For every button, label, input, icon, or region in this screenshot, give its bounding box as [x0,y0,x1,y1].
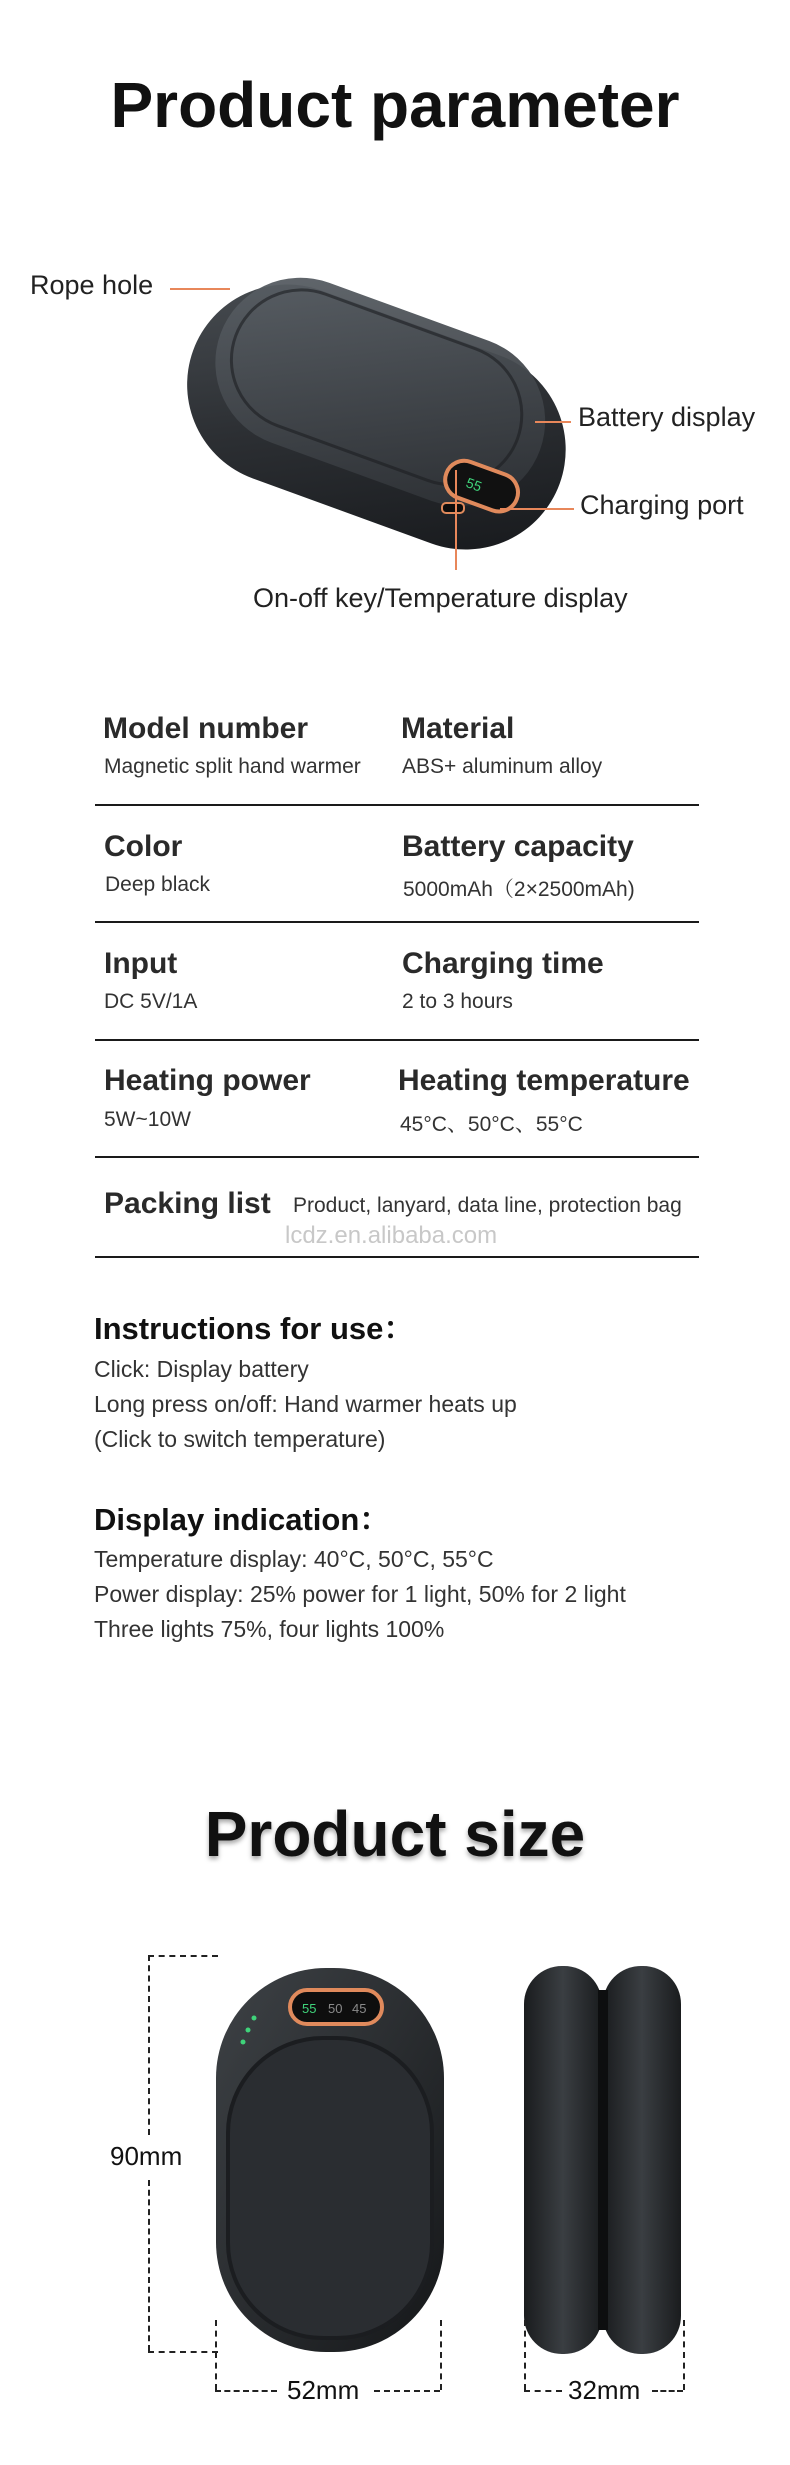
hand-warmer-side-image [520,1960,685,2360]
callout-onoff-key: On-off key/Temperature display [253,583,628,613]
spec-value: 2 to 3 hours [402,990,513,1013]
spec-label: Input [104,947,178,980]
dimension-width-label: 52mm [287,2375,360,2405]
dimension-line [148,1955,150,2135]
dimension-line [215,2390,277,2392]
spec-label: Model number [103,712,309,745]
screen-reading: 45 [352,2001,367,2016]
callout-leader [455,470,457,570]
dimension-line [524,2390,562,2392]
callout-leader [500,508,574,510]
spec-value: 5W~10W [104,1108,191,1131]
table-divider [95,1156,699,1158]
callout-leader [535,421,571,423]
instruction-line: Long press on/off: Hand warmer heats up [94,1391,517,1417]
spec-label: Heating temperature [398,1064,690,1097]
spec-label: Charging time [402,947,604,980]
spec-value: DC 5V/1A [104,990,198,1013]
dimension-line [374,2390,440,2392]
dimension-line [215,2320,217,2390]
spec-value: ABS+ aluminum alloy [402,755,603,778]
callout-rope-hole: Rope hole [30,270,154,300]
spec-value: Deep black [105,873,211,896]
spec-label: Battery capacity [402,830,634,863]
dimension-line [148,1955,218,1957]
table-divider [95,804,699,806]
screen-reading: 50 [328,2001,343,2016]
packing-label: Packing list [104,1187,271,1220]
dimension-line [440,2320,442,2390]
table-divider [95,921,699,923]
hand-warmer-angled-image [160,255,580,585]
size-title: Product size [204,1798,586,1870]
packing-value: Product, lanyard, data line, protection bag [293,1194,682,1217]
instructions-title: Instructions for use： [94,1311,415,1346]
dimension-line [524,2320,526,2390]
dimension-depth-label: 32mm [568,2375,641,2405]
display-indication-line: Temperature display: 40°C, 50°C, 55°C [94,1546,494,1572]
callout-leader [170,288,230,290]
spec-label: Material [401,712,515,745]
dimension-line [683,2320,685,2390]
screen-reading: 55 [302,2001,317,2016]
spec-value: 45°C、50°C、55°C [400,1113,583,1136]
spec-label: Color [104,830,183,863]
display-indication-line: Power display: 25% power for 1 light, 50% for 2 light [94,1581,626,1607]
hand-warmer-front-image [210,1960,450,2360]
callout-battery-display: Battery display [578,402,756,432]
parameter-title: Product parameter [110,69,680,141]
dimension-line [652,2390,683,2392]
dimension-height-label: 90mm [110,2141,183,2171]
instruction-line: (Click to switch temperature) [94,1426,386,1452]
spec-value: 5000mAh（2×2500mAh) [403,878,635,901]
display-indication-title: Display indication： [94,1502,391,1537]
callout-charging-port: Charging port [580,490,744,520]
watermark: lcdz.en.alibaba.com [285,1222,498,1249]
instruction-line: Click: Display battery [94,1356,309,1382]
table-divider [95,1256,699,1258]
svg-text:55: 55 [463,474,485,495]
spec-value: Magnetic split hand warmer [104,755,361,778]
spec-label: Heating power [104,1064,311,1097]
table-divider [95,1039,699,1041]
display-indication-line: Three lights 75%, four lights 100% [94,1616,445,1642]
dimension-line [148,2180,150,2351]
dimension-line [148,2351,218,2353]
